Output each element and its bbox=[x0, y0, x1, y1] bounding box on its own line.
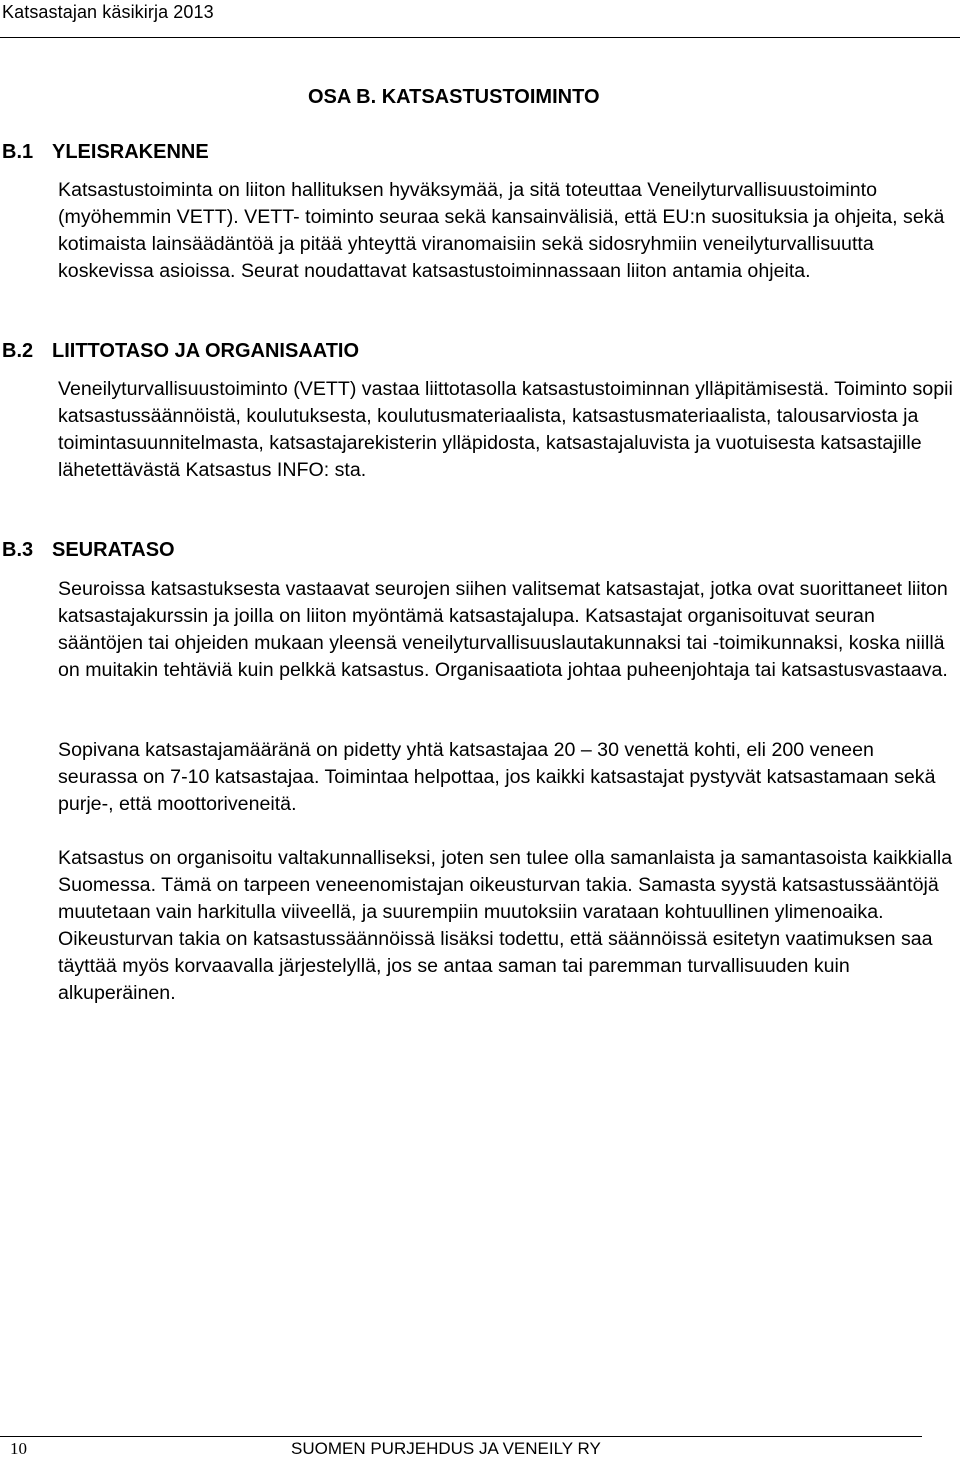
page-number: 10 bbox=[10, 1439, 27, 1458]
footer-divider bbox=[0, 1436, 922, 1437]
section-number: B.1 bbox=[2, 141, 34, 163]
header-divider bbox=[0, 37, 960, 38]
section-b1-paragraph: Katsastustoiminta on liiton hallituksen hyväksymää, ja sitä toteuttaa Veneilyturvallisuustoiminto (myöhemmin VETT). VETT- toiminto seuraa sekä kansainvälisiä, että EU:n suosituksia ja ohjeita, sekä kotimaista lainsäädäntöä ja pitää yhteyttä viranomaisiin sekä sidosryhmiin veneilyturvallisuutta koskevissa asioissa. Seurat noudattavat katsastustoiminnassaan liiton antamia ohjeita. bbox=[58, 179, 945, 282]
section-title: LIITTOTASO JA ORGANISAATIO bbox=[52, 340, 360, 362]
section-b3-paragraph-1: Seuroissa katsastuksesta vastaavat seurojen siihen valitsemat katsastajat, jotka ovat suorittaneet liiton katsastajakurssin ja joilla on liiton myöntämä katsastajalupa. Katsastajat organisoituvat seuran sääntöjen tai ohjeiden mukaan yleensä veneilyturvallisuuslautakunnaksi tai -toimikunnaksi, koska niillä on muitakin tehtäviä kuin pelkkä katsastus. Organisaatiota johtaa puheenjohtaja tai katsastusvastaava. bbox=[58, 578, 948, 681]
section-b3-paragraph-2: Sopivana katsastajamääränä on pidetty yhtä katsastajaa 20 – 30 venettä kohti, eli 200 veneen seurassa on 7-10 katsastajaa. Toimintaa helpottaa, jos kaikki katsastajat pystyvät katsastamaan sekä purje-, että moottoriveneitä. bbox=[58, 739, 936, 815]
section-title: YLEISRAKENNE bbox=[52, 141, 209, 163]
section-b3-paragraph-3: Katsastus on organisoitu valtakunnalliseksi, joten sen tulee olla samanlaista ja samantasoista kaikkialla Suomessa. Tämä on tarpeen veneenomistajan oikeusturvan takia. Samasta syystä katsastussääntöjä muutetaan vain harkitulla viiveellä, ja suurempiin muutoksiin varataan kohtuullinen ylimenoaika. Oikeusturvan takia on katsastussäännöissä lisäksi todettu, että säännöissä esitetyn vaatimuksen saa täyttää myös korvaavalla järjestelyllä, jos se antaa saman tai paremman turvallisuuden kuin alkuperäinen. bbox=[58, 847, 953, 1004]
document-title: Katsastajan käsikirja 2013 bbox=[2, 2, 214, 22]
section-number: B.2 bbox=[2, 340, 34, 362]
section-number: B.3 bbox=[2, 539, 34, 561]
section-heading-b1 bbox=[2, 140, 209, 164]
section-b2-paragraph: Veneilyturvallisuustoiminto (VETT) vastaa liittotasolla katsastustoiminnan ylläpitämisestä. Toiminto sopii katsastussäännöistä, koulutuksesta, koulutusmateriaalista, katsastusmateriaalista, talousarviosta ja toimintasuunnitelmasta, katsastajarekisterin ylläpidosta, katsastajaluvista ja vuotuisesta katsastajille lähetettävästä Katsastus INFO: sta. bbox=[58, 378, 953, 481]
part-title: OSA B. KATSASTUSTOIMINTO bbox=[308, 86, 600, 108]
footer-organization: SUOMEN PURJEHDUS JA VENEILY RY bbox=[291, 1439, 601, 1458]
section-heading-b3 bbox=[2, 538, 175, 562]
section-heading-b2 bbox=[2, 339, 359, 363]
section-title: SEURATASO bbox=[52, 539, 175, 561]
